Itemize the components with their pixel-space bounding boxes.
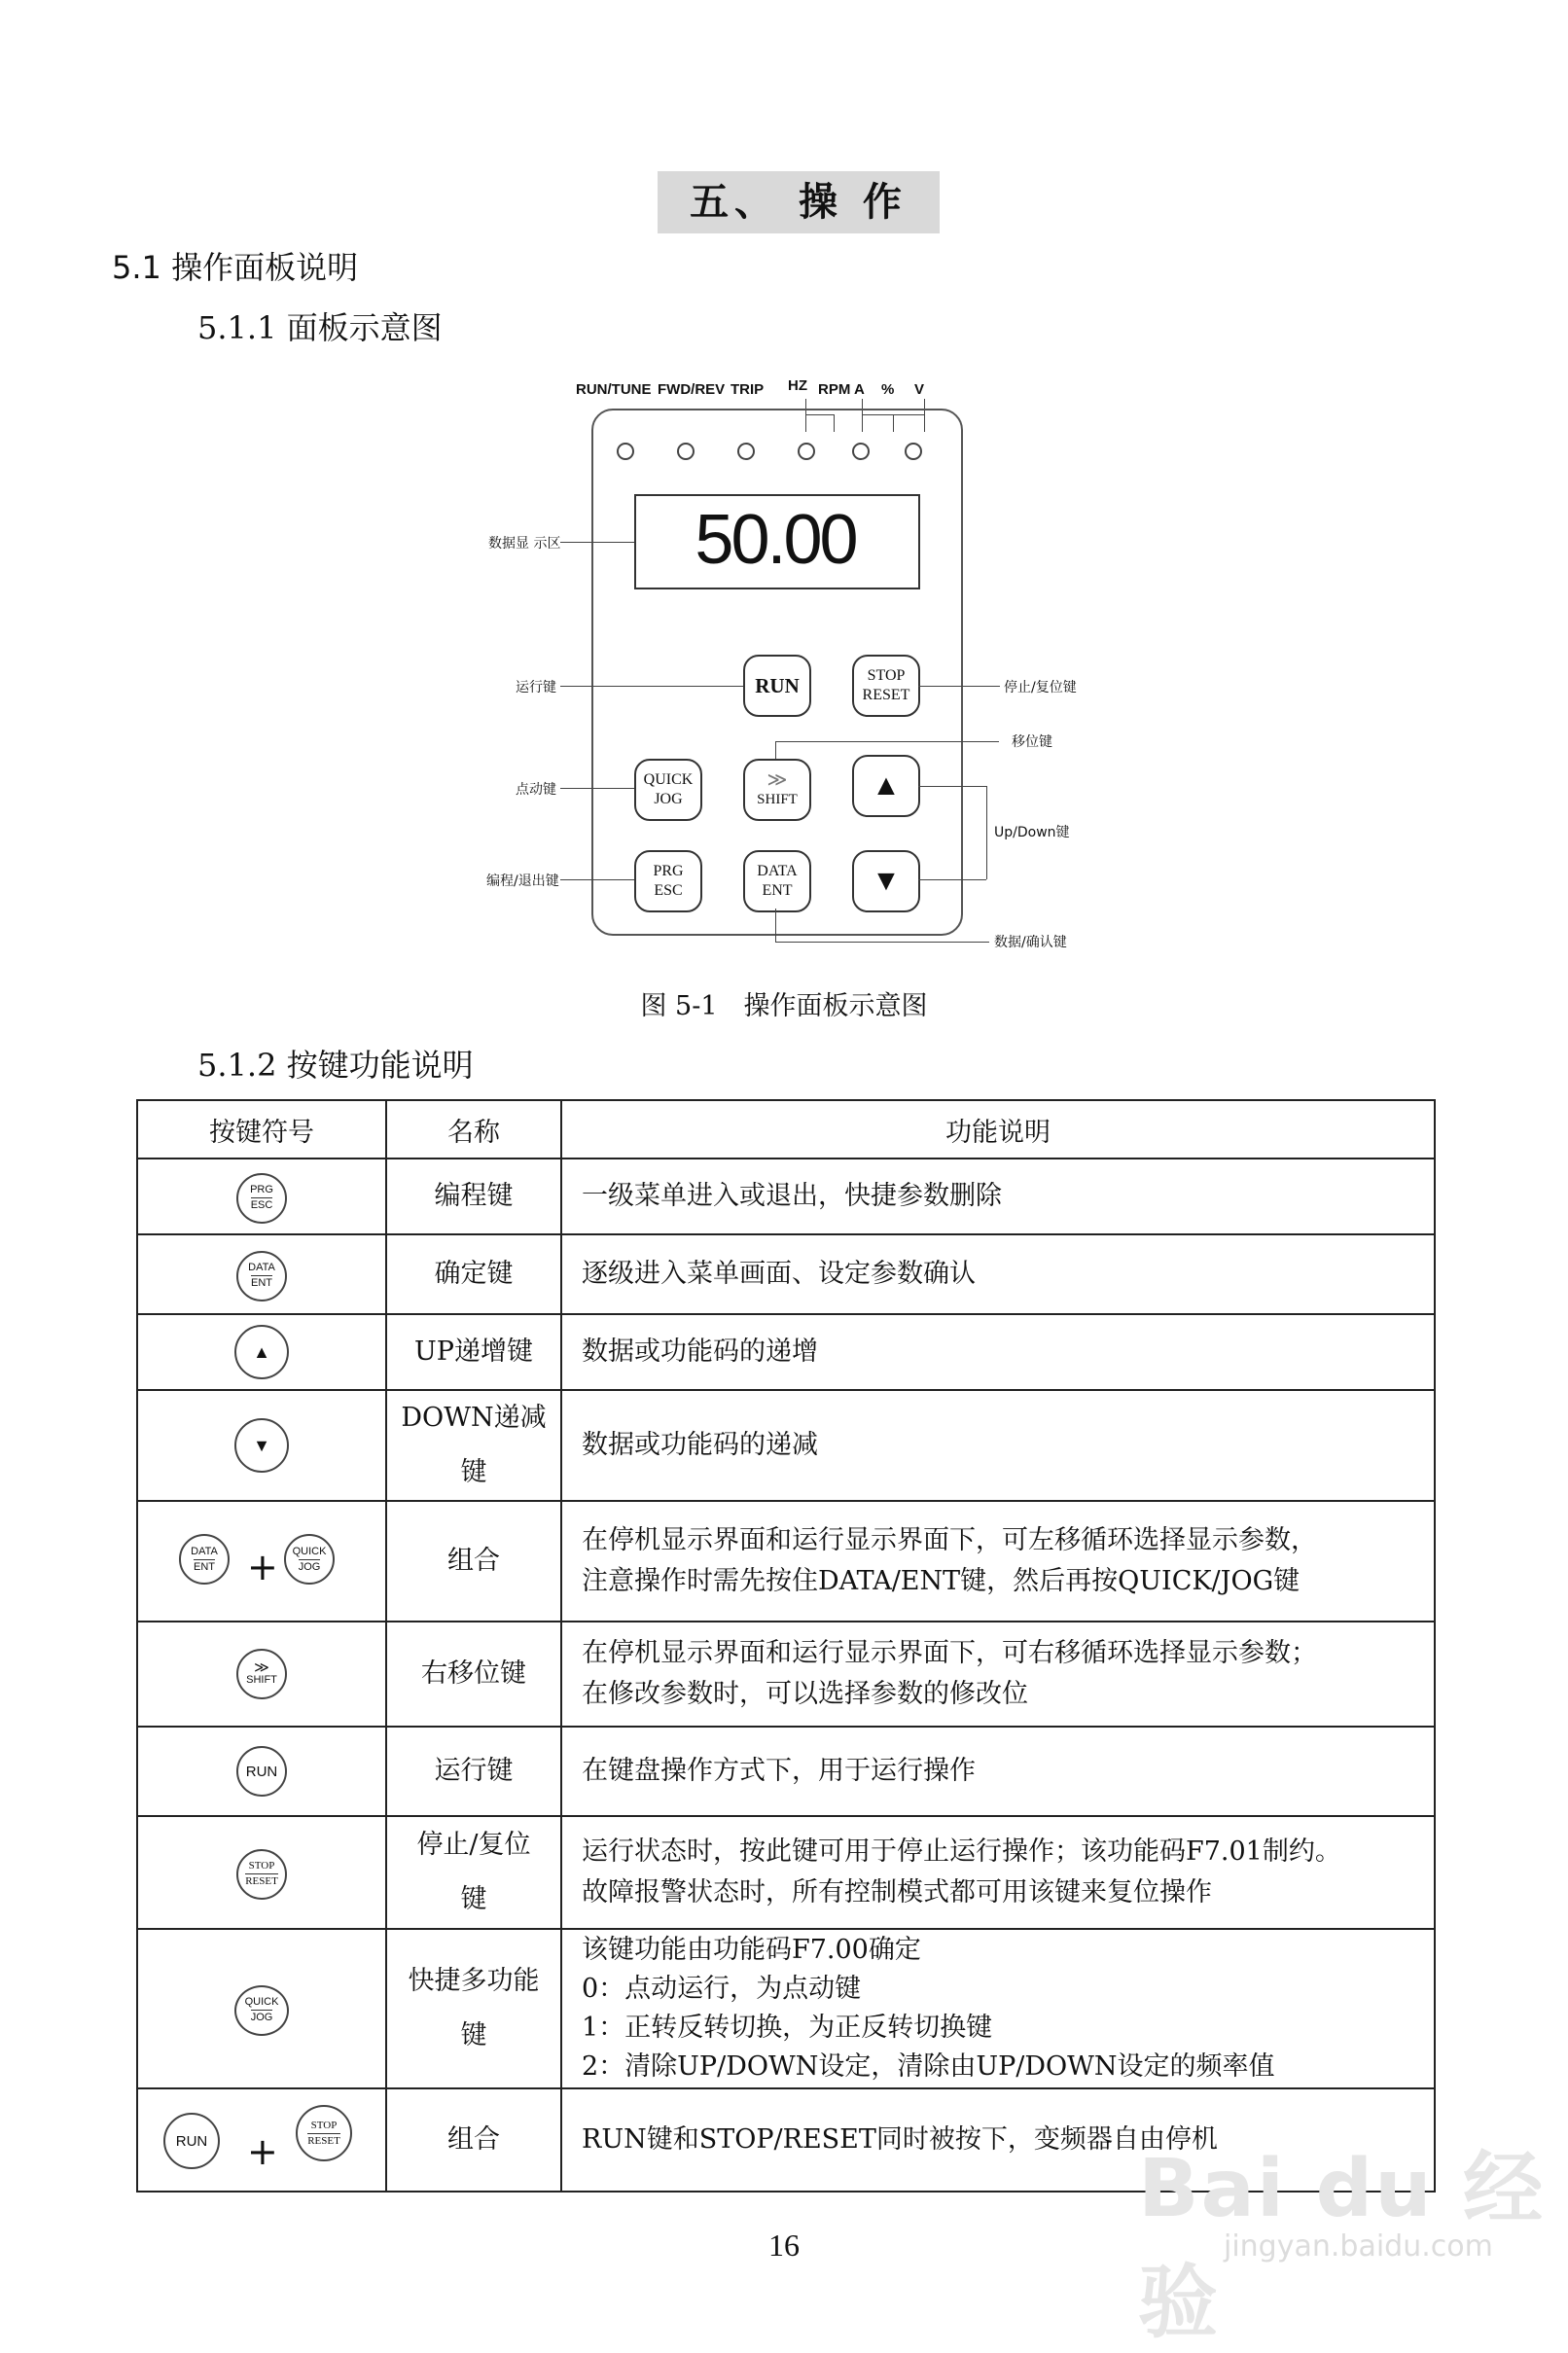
plus-sign: +: [247, 2130, 278, 2173]
callout-line: [560, 879, 634, 880]
section-heading: 5.1 操作面板说明: [112, 249, 359, 286]
icon-label: SHIFT: [246, 1674, 277, 1686]
run-key-label: RUN: [755, 674, 800, 697]
row-description: [561, 1816, 1435, 1929]
table-row: [137, 1816, 1435, 1929]
row-name: 运行键: [386, 1727, 561, 1816]
callout-run: 运行键: [516, 680, 556, 695]
quick-jog-key-icon: [284, 1534, 335, 1585]
table-row: [137, 1501, 1435, 1622]
table-row: [137, 1390, 1435, 1501]
row-name: 组合: [386, 2088, 561, 2192]
indicator-label-fwd-rev: FWD/REV: [658, 381, 726, 398]
table-header-row: [137, 1100, 1435, 1159]
callout-data: 数据/确认键: [994, 935, 1067, 950]
icon-label: QUICK: [244, 1996, 279, 2009]
shift-key-label: SHIFT: [757, 792, 798, 807]
callout-line: [560, 788, 634, 789]
data-key-label: DATA: [757, 863, 798, 879]
panel-run-key[interactable]: [743, 655, 811, 717]
subsection-heading-keys: 5.1.2 按键功能说明: [197, 1047, 474, 1084]
icon-label: JOG: [298, 1560, 321, 1573]
callout-line: [775, 909, 776, 942]
shift-icon: ≫: [254, 1659, 269, 1676]
row-description: 逐级进入菜单画面、设定参数确认: [561, 1234, 1435, 1314]
display-value: 50.00: [695, 501, 856, 579]
jog-key-label: JOG: [654, 791, 683, 807]
name-line: 键: [460, 2020, 487, 2050]
subsection-heading-panel: 5.1.1 面板示意图: [197, 309, 443, 346]
down-key-icon: [234, 1418, 289, 1473]
watermark-url: jingyan.baidu.com: [1224, 2229, 1493, 2264]
desc-line: 0：点动运行，为点动键: [582, 1974, 862, 2004]
callout-shift: 移位键: [1012, 734, 1052, 750]
prg-esc-key-icon: [236, 1173, 287, 1224]
row-name: [386, 1929, 561, 2088]
row-description: 数据或功能码的递减: [561, 1390, 1435, 1501]
up-arrow-icon: ▲: [872, 769, 901, 802]
callout-line: [775, 942, 989, 943]
panel-stop-reset-key[interactable]: [852, 655, 920, 717]
indicator-label-trip: TRIP: [731, 381, 765, 398]
desc-line: 2：清除UP/DOWN设定，清除由UP/DOWN设定的频率值: [582, 2051, 1275, 2082]
table-row: [137, 1727, 1435, 1816]
stop-reset-key-icon: [296, 2105, 352, 2161]
callout-line: [918, 879, 986, 880]
row-description: [561, 1501, 1435, 1622]
row-name: 组合: [386, 1501, 561, 1622]
row-description: 数据或功能码的递增: [561, 1314, 1435, 1390]
led-trip-icon: [737, 443, 755, 460]
callout-updown: Up/Down键: [994, 825, 1070, 840]
led-run-tune-icon: [617, 443, 634, 460]
indicator-label-a: A: [854, 381, 865, 398]
ent-key-label: ENT: [762, 882, 793, 899]
icon-label: JOG: [250, 2012, 273, 2024]
row-name: 编程键: [386, 1159, 561, 1234]
icon-label: STOP: [248, 1860, 275, 1872]
led-fwd-rev-icon: [677, 443, 695, 460]
icon-label: DATA: [191, 1545, 218, 1557]
esc-key-label: ESC: [654, 882, 683, 899]
led-v-icon: [905, 443, 922, 460]
icon-label: QUICK: [292, 1545, 327, 1557]
callout-line: [775, 741, 999, 742]
page-number: 16: [768, 2228, 800, 2263]
table-row: [137, 1929, 1435, 2088]
callout-display: 数据显 示区: [488, 536, 561, 552]
table-row: [137, 1159, 1435, 1234]
callout-line: [986, 786, 987, 879]
icon-label: RESET: [307, 2134, 340, 2147]
callout-line: [918, 686, 1000, 687]
callout-line: [918, 786, 986, 787]
run-key-icon: [163, 2113, 220, 2169]
name-line: 快捷多功能: [408, 1966, 540, 1996]
combo-run-stop-icon: [138, 2091, 385, 2189]
desc-line: 该键功能由功能码F7.00确定: [582, 1935, 921, 1965]
chapter-title: 五、 操 作: [658, 171, 940, 233]
row-description: 一级菜单进入或退出，快捷参数删除: [561, 1159, 1435, 1234]
row-name: UP递增键: [386, 1314, 561, 1390]
prg-key-label: PRG: [653, 863, 684, 879]
led-hz-icon: [798, 443, 815, 460]
up-key-icon: [234, 1325, 289, 1379]
row-description: [561, 1929, 1435, 2088]
table-row: [137, 1314, 1435, 1390]
indicator-label-v: V: [914, 381, 925, 398]
up-arrow-icon: ▲: [253, 1341, 270, 1362]
indicator-label-run-tune: RUN/TUNE: [576, 381, 652, 398]
table-row: [137, 1622, 1435, 1727]
callout-prg: 编程/退出键: [486, 873, 559, 889]
desc-line: 在修改参数时，可以选择参数的修改位: [582, 1679, 1028, 1709]
callout-jog: 点动键: [516, 782, 556, 798]
icon-label: ESC: [250, 1199, 273, 1212]
stop-reset-key-icon: [236, 1849, 287, 1900]
name-line: 停止/复位: [416, 1830, 531, 1860]
callout-line: [775, 741, 776, 759]
stop-key-label: STOP: [867, 667, 906, 684]
desc-line: 故障报警状态时，所有控制模式都可用该键来复位操作: [582, 1877, 1212, 1907]
shift-key-icon: [236, 1649, 287, 1699]
icon-label: DATA: [248, 1262, 275, 1274]
run-key-icon: [236, 1746, 287, 1797]
reset-key-label: RESET: [862, 687, 910, 703]
shift-icon: ≫: [766, 769, 788, 791]
panel-data-ent-key[interactable]: [743, 850, 811, 912]
panel-quick-jog-key[interactable]: [634, 759, 702, 821]
icon-label: ENT: [194, 1560, 215, 1573]
callout-line: [560, 686, 743, 687]
plus-sign: +: [247, 1546, 278, 1588]
data-ent-key-icon: [236, 1251, 287, 1301]
icon-label: STOP: [310, 2119, 338, 2131]
header-symbol: 按键符号: [137, 1100, 386, 1159]
indicator-label-rpm: RPM: [818, 381, 851, 398]
desc-line: 在停机显示界面和运行显示界面下，可左移循环选择显示参数，: [582, 1525, 1317, 1555]
row-name: DOWN递减键: [386, 1390, 561, 1501]
header-name: 名称: [386, 1100, 561, 1159]
icon-label: RUN: [175, 2132, 208, 2150]
desc-line: 注意操作时需先按住DATA/ENT键，然后再按QUICK/JOG键: [582, 1566, 1301, 1596]
desc-line: 在停机显示界面和运行显示界面下，可右移循环选择显示参数；: [582, 1638, 1317, 1668]
key-function-table: [136, 1099, 1436, 2193]
row-description: [561, 1622, 1435, 1727]
figure-caption: 图 5-1 操作面板示意图: [640, 991, 928, 1021]
panel-down-key[interactable]: [852, 850, 920, 912]
icon-label: PRG: [250, 1184, 273, 1196]
row-description: 在键盘操作方式下，用于运行操作: [561, 1727, 1435, 1816]
down-arrow-icon: ▼: [872, 865, 901, 897]
combo-data-quick-icon: [138, 1503, 385, 1620]
data-ent-key-icon: [179, 1534, 230, 1585]
callout-stop: 停止/复位键: [1004, 680, 1077, 695]
panel-shift-key[interactable]: [743, 759, 811, 821]
watermark-logo: Bai du 经验: [1138, 2143, 1546, 2349]
row-name: 右移位键: [386, 1622, 561, 1727]
callout-line: [560, 542, 634, 543]
row-name: [386, 1816, 561, 1929]
quick-key-label: QUICK: [643, 771, 694, 788]
header-description: 功能说明: [561, 1100, 1435, 1159]
icon-label: RESET: [245, 1875, 278, 1888]
desc-line: 运行状态时，按此键可用于停止运行操作；该功能码F7.01制约。: [582, 1836, 1341, 1867]
led-a-icon: [852, 443, 870, 460]
indicator-label-percent: %: [881, 381, 895, 398]
desc-line: 1：正转反转切换，为正反转切换键: [582, 2013, 993, 2043]
icon-label: ENT: [251, 1277, 272, 1290]
icon-label: RUN: [245, 1763, 278, 1780]
row-description: RUN键和STOP/RESET同时被按下，变频器自由停机: [561, 2088, 1435, 2192]
panel-up-key[interactable]: [852, 755, 920, 817]
indicator-label-hz: HZ: [788, 377, 807, 394]
quick-jog-key-icon: [234, 1985, 289, 2036]
name-line: 键: [460, 1884, 487, 1914]
down-arrow-icon: ▼: [253, 1435, 270, 1455]
table-row: [137, 1234, 1435, 1314]
row-name: 确定键: [386, 1234, 561, 1314]
panel-prg-esc-key[interactable]: [634, 850, 702, 912]
